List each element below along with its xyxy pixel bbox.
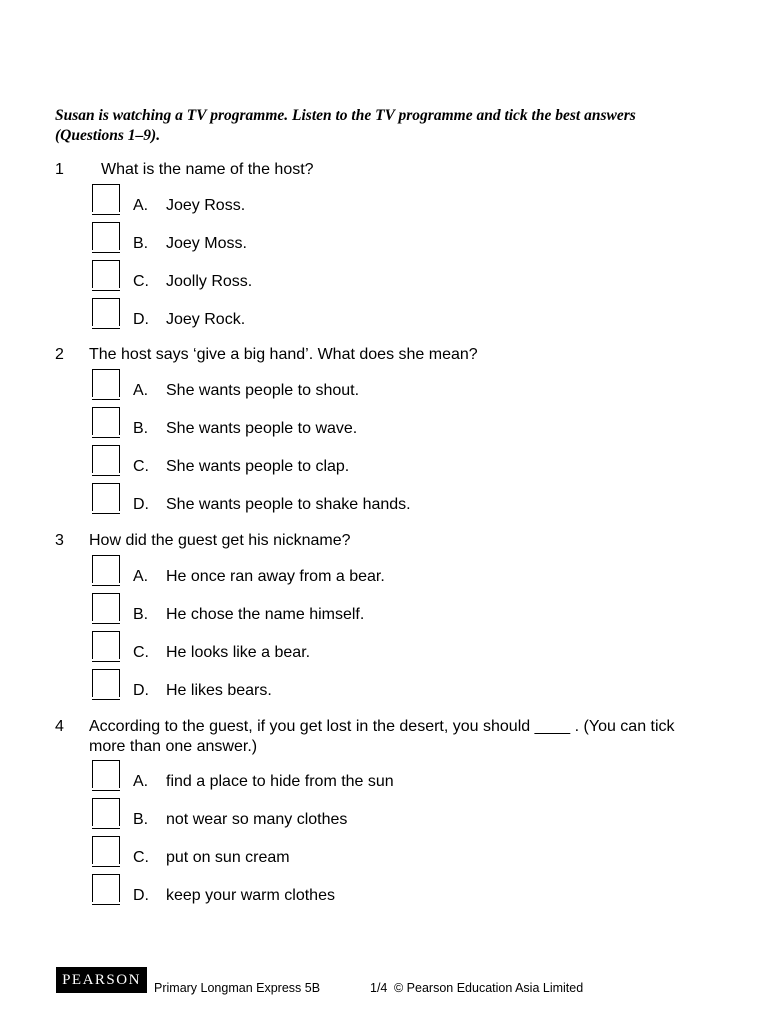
option-letter: A. [133,382,149,399]
option-letter: D. [133,887,149,904]
option-2b[interactable] [90,407,590,441]
option-text: Joolly Ross. [166,273,253,290]
option-letter: B. [133,811,149,828]
question-number: 2 [55,346,64,363]
option-letter: A. [133,568,149,585]
option-2a[interactable] [90,369,590,403]
option-letter: C. [133,458,149,475]
option-letter: D. [133,496,149,513]
checkbox[interactable] [92,555,120,583]
option-text: keep your warm clothes [166,887,335,904]
checkbox[interactable] [92,836,120,864]
question-number: 4 [55,718,64,735]
option-text: He likes bears. [166,682,272,699]
option-2c[interactable] [90,445,590,479]
pearson-logo: PEARSON [56,967,147,993]
checkbox[interactable] [92,483,120,511]
option-letter: D. [133,682,149,699]
checkbox[interactable] [92,631,120,659]
footer-book-title: Primary Longman Express 5B [154,981,321,995]
option-text: He once ran away from a bear. [166,568,385,585]
question-number: 1 [55,161,64,178]
option-letter: B. [133,235,149,252]
checkbox[interactable] [92,222,120,250]
option-4d[interactable] [90,874,590,908]
option-letter: D. [133,311,149,328]
option-letter: A. [133,773,149,790]
option-text: find a place to hide from the sun [166,773,394,790]
option-1b[interactable] [90,222,590,256]
option-letter: B. [133,606,149,623]
checkbox[interactable] [92,874,120,902]
option-text: She wants people to wave. [166,420,358,437]
option-1d[interactable] [90,298,590,332]
question-text: How did the guest get his nickname? [89,532,351,549]
option-4c[interactable] [90,836,590,870]
option-text: put on sun cream [166,849,290,866]
option-text: She wants people to shout. [166,382,360,399]
question-text: The host says ‘give a big hand’. What does she mean? [89,346,478,363]
option-2d[interactable] [90,483,590,517]
checkbox[interactable] [92,369,120,397]
checkbox[interactable] [92,798,120,826]
checkbox[interactable] [92,260,120,288]
checkbox[interactable] [92,298,120,326]
option-text: She wants people to clap. [166,458,350,475]
option-text: She wants people to shake hands. [166,496,411,513]
option-letter: B. [133,420,149,437]
option-letter: A. [133,197,149,214]
option-letter: C. [133,644,149,661]
option-letter: C. [133,849,149,866]
option-4b[interactable] [90,798,590,832]
question-number: 3 [55,532,64,549]
option-text: not wear so many clothes [166,811,348,828]
option-text: He chose the name himself. [166,606,365,623]
option-text: Joey Ross. [166,197,246,214]
option-3c[interactable] [90,631,590,665]
checkbox[interactable] [92,760,120,788]
option-3d[interactable] [90,669,590,703]
checkbox[interactable] [92,669,120,697]
checkbox[interactable] [92,184,120,212]
option-3b[interactable] [90,593,590,627]
option-letter: C. [133,273,149,290]
footer-page-number: 1/4 [370,981,388,995]
option-text: Joey Moss. [166,235,247,252]
option-4a[interactable] [90,760,590,794]
checkbox[interactable] [92,593,120,621]
option-text: Joey Rock. [166,311,246,328]
option-1c[interactable] [90,260,590,294]
question-text: According to the guest, if you get lost in the desert, you should ____ . (You can tick more than one answer.) [89,718,675,755]
option-3a[interactable] [90,555,590,589]
instructions: Susan is watching a TV programme. Listen to the TV programme and tick the best answers (Questions 1–9). [55,107,636,144]
checkbox[interactable] [92,407,120,435]
checkbox[interactable] [92,445,120,473]
footer-copyright: © Pearson Education Asia Limited [394,981,584,995]
option-text: He looks like a bear. [166,644,311,661]
question-text: What is the name of the host? [101,161,314,178]
option-1a[interactable] [90,184,590,218]
